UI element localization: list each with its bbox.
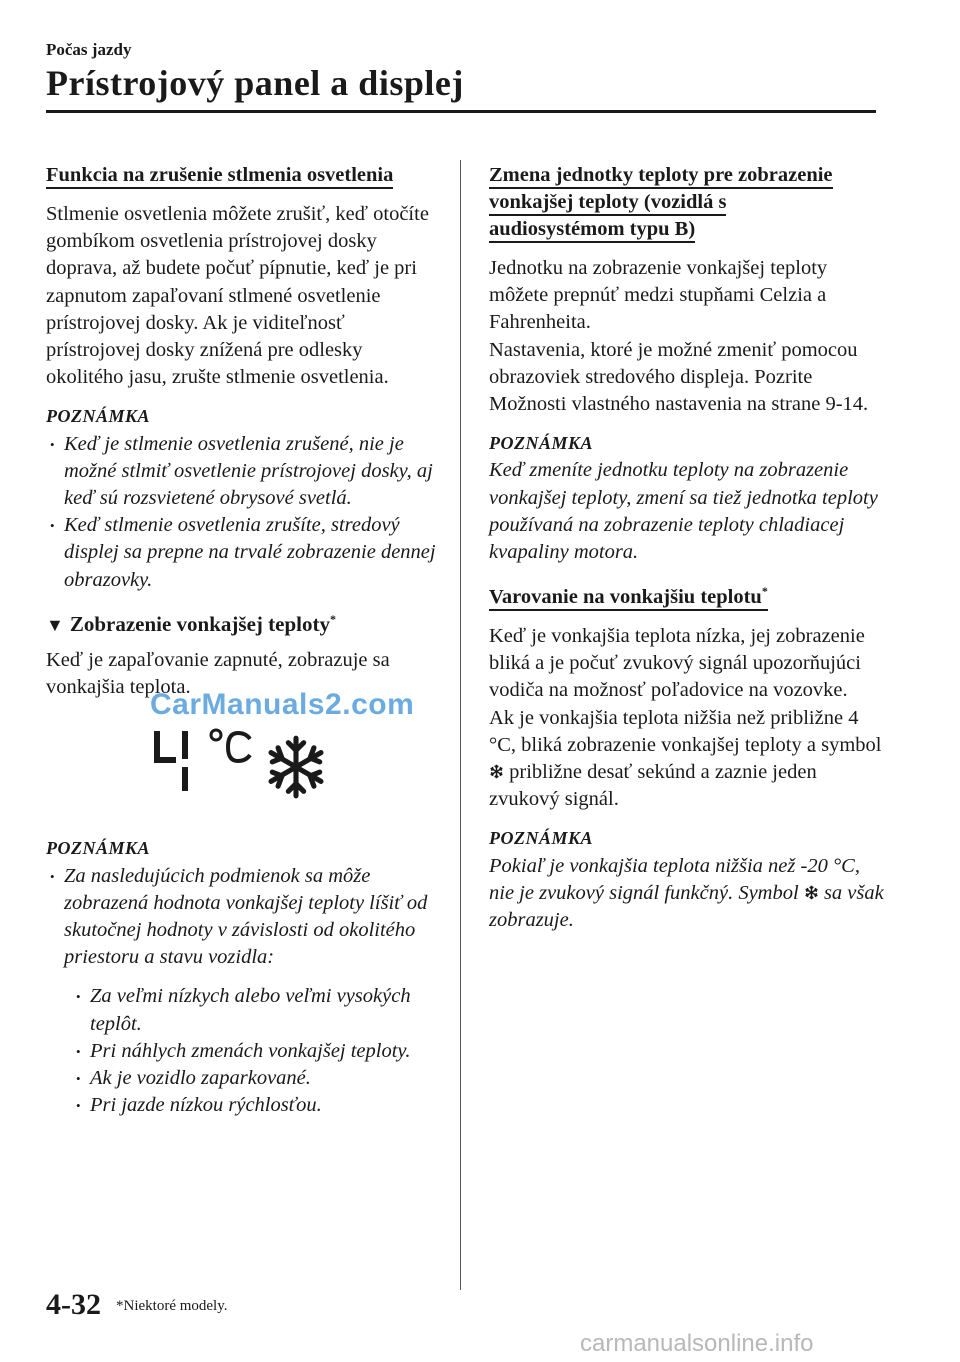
temperature-4c-display-icon — [150, 727, 260, 797]
heading-temperature-warning: Varovanie na vonkajšiu teplotu* — [489, 578, 889, 611]
note-bullet: • Za nasledujúcich podmienok sa môže zobrazená hodnota vonkajšej teploty líšiť od skutočnej hodnoty v závislosti od okolitého priestoru a stavu vozidla: — [46, 863, 441, 972]
paragraph-dimmer-cancel: Stlmenie osvetlenia môžete zrušiť, keď otočíte gombíkom osvetlenia prístrojovej dosky doprava, až budete počuť pípnutie, keď je pri zapnutom zapaľovaní stlmené osvetlenie prístrojovej dosky. Ak je viditeľnosť prístrojovej dosky znížená pre odlesky okolitého jasu, zrušte stlmenie osvetlenia. — [46, 203, 429, 389]
footnote: *Niektoré modely. — [116, 1298, 228, 1314]
heading-temperature-unit: Zmena jednotky teploty pre zobrazenie vonkajšej teploty (vozidlá s audiosystémom typu B) — [489, 162, 889, 243]
snowflake-icon — [489, 764, 504, 779]
note-title: POZNÁMKA — [46, 406, 151, 427]
source-watermark: carmanualsonline.info — [580, 1330, 814, 1357]
paragraph-unit-switch: Jednotku na zobrazenie vonkajšej teploty môžete prepnúť medzi stupňami Celzia a Fahrenheita. — [489, 257, 828, 334]
note-bullet: • Keď je stlmenie osvetlenia zrušené, nie je možné stlmiť osvetlenie prístrojovej dosky, aj keď sú rozsvietené obrysové svetlá. — [46, 431, 441, 513]
note-sub-bullet: • Za veľmi nízkych alebo veľmi vysokých teplôt. — [72, 983, 441, 1037]
page-title: Prístrojový panel a displej — [46, 63, 464, 103]
column-divider — [460, 160, 461, 1290]
note-title: POZNÁMKA — [46, 838, 151, 859]
note-sub-bullet: • Pri náhlych zmenách vonkajšej teploty. — [72, 1038, 441, 1065]
paragraph-settings-reference: Nastavenia, ktoré je možné zmeniť pomocou obrazoviek stredového displeja. Pozrite Možnosti vlastného nastavenia na strane 9-14. — [489, 338, 869, 416]
snowflake-icon — [804, 885, 819, 900]
snowflake-icon — [264, 735, 328, 799]
note-sub-bullet: • Ak je vozidlo zaparkované. — [72, 1065, 441, 1092]
paragraph-outside-temperature: Keď je zapaľovanie zapnuté, zobrazuje sa vonkajšia teplota. — [46, 649, 390, 699]
note-bullet: • Keď stlmenie osvetlenia zrušíte, stredový displej sa prepne na trvalé zobrazenie dennej obrazovky. — [46, 512, 441, 594]
note-text: Keď zmeníte jednotku teploty na zobrazenie vonkajšej teploty, zmení sa tiež jednotka teploty používaná na zobrazenie teploty chladiacej kvapaliny motora. — [489, 459, 878, 564]
note-sub-bullet: • Pri jazde nízkou rýchlosťou. — [72, 1092, 441, 1119]
note-title: POZNÁMKA — [489, 828, 594, 849]
page-number: 4-32 — [46, 1288, 101, 1321]
heading-dimmer-cancel: Funkcia na zrušenie stlmenia osvetlenia — [46, 162, 441, 189]
section-label: Počas jazdy — [46, 40, 132, 59]
left-column — [46, 162, 441, 1119]
title-rule — [46, 110, 876, 113]
right-column — [489, 162, 889, 934]
paragraph-warning-threshold: Ak je vonkajšia teplota nižšia než približne 4 °C, bliká zobrazenie vonkajšej teploty a symbol približne desať sekúnd a zaznie jeden zvukový signál. — [489, 706, 882, 811]
note-text: Pokiaľ je vonkajšia teplota nižšia než -20 °C, nie je zvukový signál funkčný. Symbol sa však zobrazuje. — [489, 854, 884, 932]
heading-outside-temperature: ▼ Zobrazenie vonkajšej teploty* — [46, 611, 336, 636]
temperature-display-figure — [46, 717, 441, 827]
paragraph-warning: Keď je vonkajšia teplota nízka, jej zobrazenie bliká a je počuť zvukový signál upozorňujúci vodiča na možnosť poľadovice na vozovke. — [489, 625, 865, 702]
note-title: POZNÁMKA — [489, 433, 594, 454]
watermark: CarManuals2.com — [150, 688, 415, 721]
